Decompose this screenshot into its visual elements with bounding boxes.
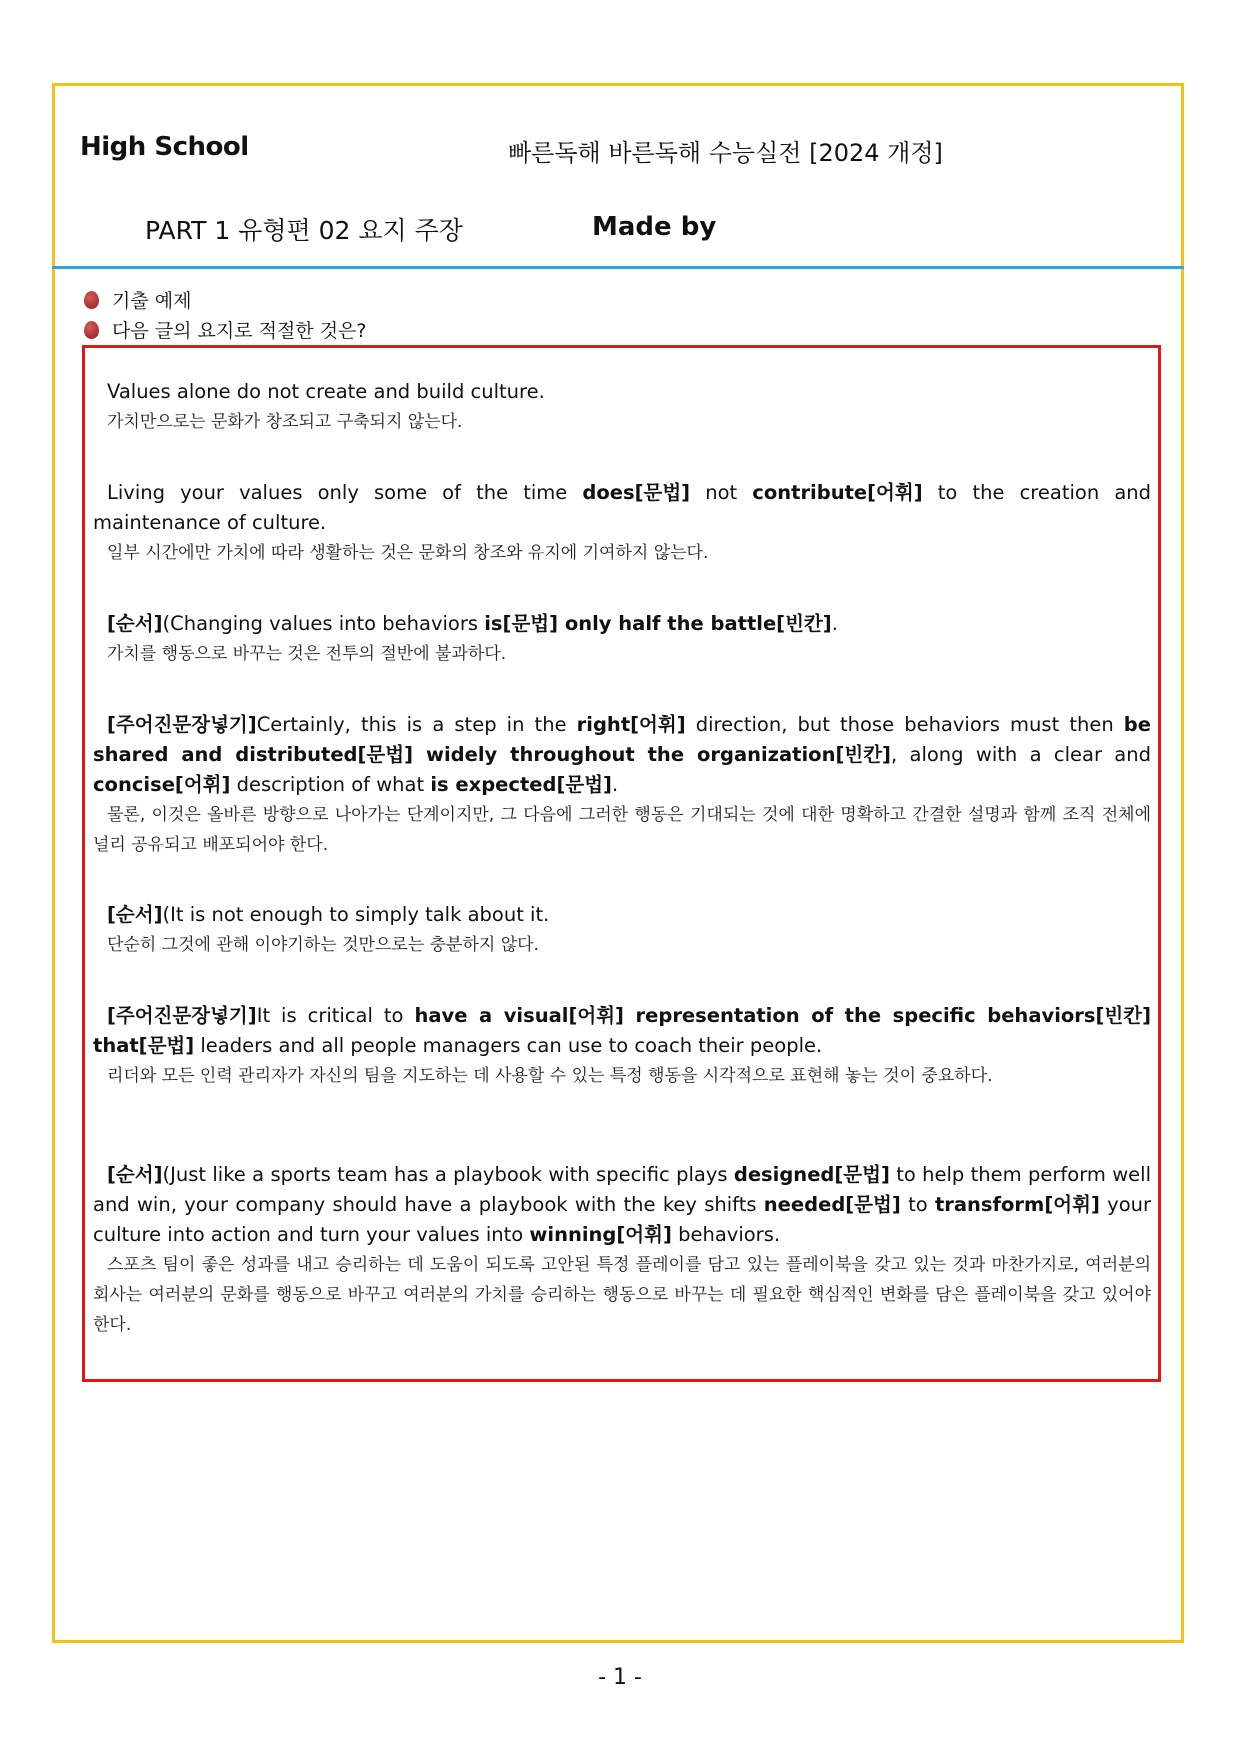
bold-annotated-run: winning[어휘]	[529, 1223, 672, 1246]
passage-block-4	[93, 710, 1151, 860]
passage-block-7	[93, 1160, 1151, 1340]
text-run: to	[900, 1193, 935, 1216]
bullet-example-heading	[84, 286, 191, 313]
bullet-text: 기출 예제	[112, 290, 192, 312]
english-sentence	[93, 900, 1151, 930]
korean-translation: 리더와 모든 인력 관리자가 자신의 팀을 지도하는 데 사용할 수 있는 특정 행동을 시각적으로 표현해 놓는 것이 중요하다.	[107, 1066, 993, 1086]
bold-annotated-run: [주어진문장넣기]	[107, 1004, 257, 1027]
text-run: Values alone do not create and build culture.	[107, 380, 545, 403]
korean-translation: 스포츠 팀이 좋은 성과를 내고 승리하는 데 도움이 되도록 고안된 특정 플레이를 담고 있는 플레이북을 갖고 있는 것과 마찬가지로, 여러분의 회사는 여러분의 문화를 행동으로 바꾸고 여러분의 가치를 승리하는 행동으로 바꾸는 데 필요한 핵심적인 변화를 담은 플레이북을 갖고 있어야 한다.	[93, 1255, 1151, 1335]
text-run: to the creation and maintenance of culture.	[93, 481, 1151, 534]
bold-annotated-run: concise[어휘]	[93, 773, 231, 796]
text-run: .	[831, 612, 838, 635]
text-run: leaders and all people managers can use to coach their people.	[194, 1034, 823, 1057]
passage-block-5	[93, 900, 1151, 960]
bullet-question	[84, 316, 367, 343]
text-run: description of what	[230, 773, 431, 796]
bold-annotated-run: designed[문법]	[733, 1163, 890, 1186]
header-divider	[52, 266, 1184, 269]
bold-annotated-run: [순서]	[107, 903, 163, 926]
passage-block-3	[93, 609, 1151, 669]
red-bullet-icon	[84, 291, 99, 309]
school-level-title: High School	[80, 132, 249, 162]
bold-annotated-run: be shared and distributed[문법] widely throughout the organization[빈칸]	[93, 713, 1151, 766]
text-run: your culture into action and turn your values into	[93, 1193, 1151, 1246]
text-run: .	[611, 773, 619, 796]
text-run: not	[690, 481, 753, 504]
bold-annotated-run: transform[어휘]	[934, 1193, 1100, 1216]
english-sentence	[93, 377, 1151, 407]
question-text: 다음 글의 요지로 적절한 것은?	[112, 320, 367, 342]
red-bullet-icon	[84, 321, 99, 339]
bold-annotated-run: have a visual[어휘] representation of the specific behaviors[빈칸] that[문법]	[93, 1004, 1151, 1057]
made-by-label: Made by	[592, 212, 717, 242]
bold-annotated-run: [주어진문장넣기]	[107, 713, 257, 736]
english-sentence	[93, 478, 1151, 538]
english-sentence	[93, 1160, 1151, 1250]
text-run: Certainly, this is a step in the	[256, 713, 577, 736]
bold-annotated-run: [순서]	[107, 1163, 163, 1186]
korean-translation: 단순히 그것에 관해 이야기하는 것만으로는 충분하지 않다.	[107, 935, 539, 955]
english-sentence	[93, 710, 1151, 800]
bold-annotated-run: does[문법]	[582, 481, 691, 504]
text-run: (Just like a sports team has a playbook with specific plays	[162, 1163, 734, 1186]
text-run: direction, but those behaviors must then	[685, 713, 1124, 736]
book-title: 빠른독해 바른독해 수능실전 [2024 개정]	[508, 139, 943, 167]
korean-translation: 가치만으로는 문화가 창조되고 구축되지 않는다.	[107, 412, 463, 432]
korean-translation: 일부 시간에만 가치에 따라 생활하는 것은 문화의 창조와 유지에 기여하지 않는다.	[107, 543, 709, 563]
page-number: - 1 -	[598, 1665, 642, 1690]
text-run: Living your values only some of the time	[107, 481, 583, 504]
text-run: (Changing values into behaviors	[162, 612, 485, 635]
text-run: behaviors.	[671, 1223, 781, 1246]
bold-annotated-run: is expected[문법]	[430, 773, 612, 796]
bold-annotated-run: is[문법] only half the battle[빈칸]	[484, 612, 832, 635]
passage-block-6	[93, 1001, 1151, 1091]
text-run: It is critical to	[256, 1004, 415, 1027]
english-sentence	[93, 1001, 1151, 1061]
passage-block-1	[93, 377, 1151, 437]
bold-annotated-run: needed[문법]	[763, 1193, 901, 1216]
bold-annotated-run: [순서]	[107, 612, 163, 635]
passage-block-2	[93, 478, 1151, 568]
bold-annotated-run: contribute[어휘]	[752, 481, 923, 504]
text-run: , along with a clear and	[890, 743, 1151, 766]
text-run: (It is not enough to simply talk about it.	[162, 903, 550, 926]
korean-translation: 가치를 행동으로 바꾸는 것은 전투의 절반에 불과하다.	[107, 644, 507, 664]
korean-translation: 물론, 이것은 올바른 방향으로 나아가는 단계이지만, 그 다음에 그러한 행동은 기대되는 것에 대한 명확하고 간결한 설명과 함께 조직 전체에 널리 공유되고 배포되어야 한다.	[93, 805, 1151, 855]
text-run: to help them perform well and win, your company should have a playbook with the key shifts	[93, 1163, 1151, 1216]
english-sentence	[93, 609, 1151, 639]
part-title: PART 1 유형편 02 요지 주장	[145, 216, 463, 245]
bold-annotated-run: right[어휘]	[576, 713, 686, 736]
